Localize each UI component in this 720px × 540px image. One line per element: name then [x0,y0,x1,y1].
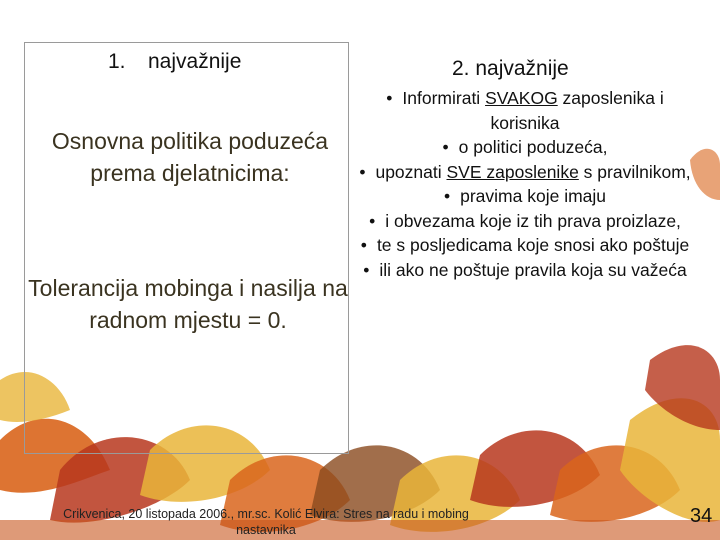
left-content-box [24,42,349,454]
bullet-list [350,86,700,282]
list-item: • te s posljedicama koje snosi ako poštuje [350,233,700,258]
left-heading-number: 1. [108,50,126,73]
page-number: 34 [690,505,713,527]
left-heading-text: najvažnije [148,50,242,73]
right-heading: 2. najvažnije [452,57,569,80]
list-item: • i obvezama koje iz tih prava proizlaze, [350,209,700,234]
list-item: • Informirati SVAKOG zaposlenika i korisnika [350,86,700,135]
list-item: • pravima koje imaju [350,184,700,209]
left-heading [108,50,241,74]
list-item: • upoznati SVE zaposlenike s pravilnikom, [350,160,700,185]
policy-statement: Osnovna politika poduzeća prema djelatnicima: [51,128,329,186]
slide-footer: Crikvenica, 20 listopada 2006., mr.sc. Kolić Elvira: Stres na radu i mobing nastavnika [63,507,469,537]
list-item: • o politici poduzeća, [350,135,700,160]
list-item: • ili ako ne poštuje pravila koja su važeća [350,258,700,283]
tolerance-statement: Tolerancija mobinga i nasilja na radnom mjestu = 0. [28,275,348,333]
